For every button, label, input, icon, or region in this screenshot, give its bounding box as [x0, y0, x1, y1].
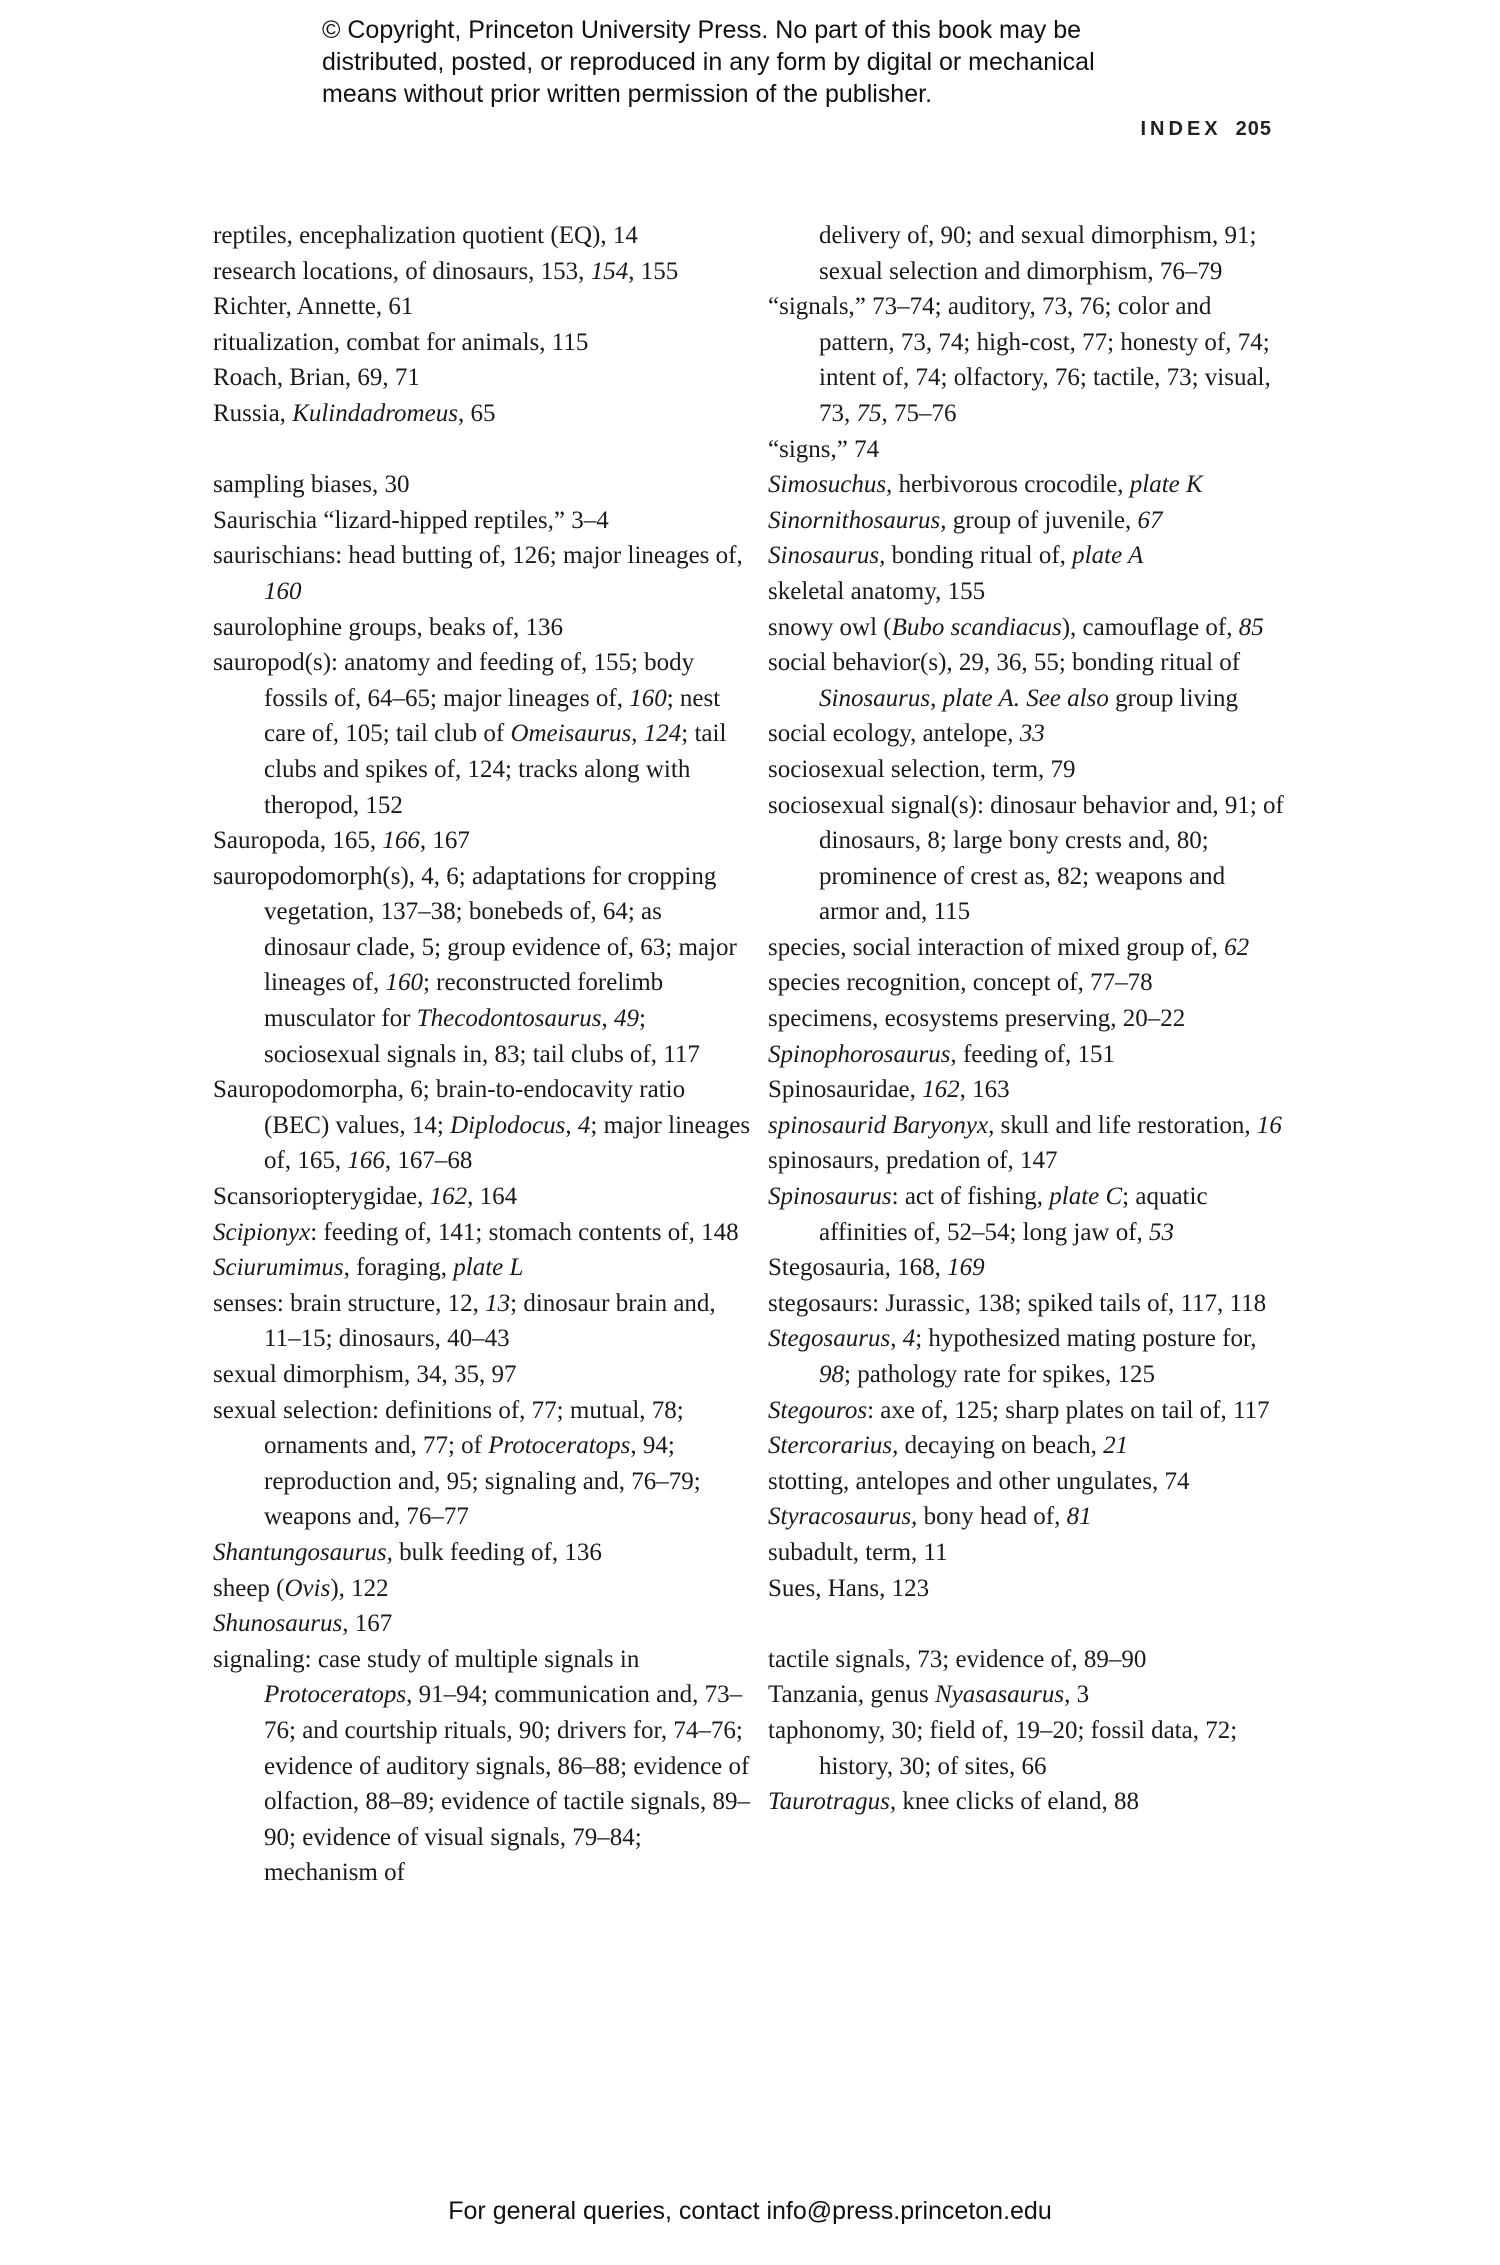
index-entry — [213, 1571, 753, 1607]
index-entry-text: bony head of, — [917, 1503, 1067, 1531]
index-entry-italic: 162 — [429, 1183, 468, 1211]
index-entry-text: , 91–94; communication and, 73–76; and courtship rituals, 90; drivers for, 74–76; evidence of auditory signals, 86–88; evidence of olfaction, 88–89; evidence of tactile signals, 89–90; evidence of visual signals, 79–84; mechanism of — [264, 1681, 750, 1887]
index-entry — [768, 1072, 1288, 1108]
index-entry-text: saurolophine groups, beaks of, 136 — [213, 613, 563, 641]
index-entry — [768, 574, 1288, 610]
index-entry-italic: Sciurumimus — [213, 1254, 344, 1282]
index-entry-text: signaling: case study of multiple signals in — [213, 1645, 640, 1673]
index-entry-text: ; nest care of, 105; tail club of — [264, 684, 721, 748]
index-entry-text: bulk feeding of, 136 — [392, 1538, 602, 1566]
index-entry — [768, 1677, 1288, 1713]
index-entry-text: social behavior(s), 29, 36, 55; bonding ritual of — [768, 649, 1241, 677]
index-entry — [768, 1535, 1288, 1571]
index-entry-italic: Sinosaurus — [819, 684, 931, 712]
index-entry-italic: Simosuchus, — [768, 471, 893, 499]
index-entry — [768, 645, 1288, 716]
index-entry-italic: Stegosaurus — [768, 1325, 891, 1353]
index-entry-text: ), camouflage of, — [1061, 613, 1239, 641]
index-entry-italic: 169 — [947, 1254, 985, 1282]
index-entry-text: , 155 — [628, 257, 679, 285]
index-entry — [213, 1179, 753, 1215]
index-entry-text: , 167 — [419, 827, 470, 855]
index-entry-text: skull and life restoration, — [994, 1111, 1257, 1139]
index-entry-italic: 13 — [485, 1289, 511, 1317]
index-entry — [768, 1037, 1288, 1073]
running-head-label: INDEX — [1140, 118, 1222, 140]
index-entry-italic: 98 — [819, 1361, 844, 1388]
index-entry-text: skeletal anatomy, 155 — [768, 577, 986, 605]
index-entry-text: “signs,” 74 — [768, 435, 880, 463]
index-entry-italic: 16 — [1256, 1111, 1282, 1139]
index-entry-text: , 3 — [1064, 1681, 1090, 1709]
index-entry-text: Sauropodomorpha, 6; brain-to-endocavity ratio (BEC) values, 14; — [213, 1076, 686, 1139]
index-entry-text: ), 122 — [330, 1574, 389, 1602]
index-entry-italic: 33 — [1019, 720, 1045, 748]
index-entry-text: species recognition, concept of, 77–78 — [768, 969, 1153, 997]
index-entry-italic: Nyasasaurus — [934, 1681, 1065, 1709]
index-entry-text: sociosexual signal(s): dinosaur behavior and, 91; of dinosaurs, 8; large bony crests and, 80; prominence of crest as, 82; weapons and armor and, 115 — [768, 791, 1284, 926]
index-entry-text: , — [565, 1111, 578, 1139]
index-entry-italic: Sinosaurus, — [768, 542, 886, 570]
index-entry-text: , — [601, 1005, 614, 1033]
letter-group-gap — [213, 432, 753, 468]
index-entry-italic: 67 — [1137, 506, 1163, 534]
index-entry-text: Saurischia “lizard-hipped reptiles,” 3–4 — [213, 506, 609, 534]
index-entry-text: sexual selection: definitions of, 77; mutual, 78; ornaments and, 77; of — [213, 1396, 684, 1460]
index-entry-text: , 164 — [467, 1183, 518, 1211]
index-entry — [768, 716, 1288, 752]
index-entry — [768, 788, 1288, 930]
index-entry-text: : axe of, 125; sharp plates on tail of, 117 — [867, 1396, 1270, 1424]
index-entry — [768, 1571, 1288, 1607]
index-entry — [768, 503, 1288, 539]
index-entry-text: Spinosauridae, — [768, 1076, 923, 1104]
index-entry-italic: Spinosaurus — [768, 1183, 892, 1211]
index-entry-italic: plate C — [1049, 1183, 1123, 1211]
index-entry — [768, 1001, 1288, 1037]
index-entry-italic: Sinornithosaurus, — [768, 506, 947, 534]
index-entry-text: research locations, of dinosaurs, 153, — [213, 257, 591, 285]
index-column-left — [213, 218, 753, 1891]
index-column-right — [768, 218, 1288, 1820]
index-entry-text: ; reconstructed forelimb musculator for — [264, 969, 664, 1033]
index-entry-italic: 49 — [613, 1005, 639, 1033]
index-entry-italic: Scipionyx — [213, 1218, 311, 1246]
index-entry — [213, 289, 753, 325]
index-entry-italic: spinosaurid Baryonyx, — [768, 1111, 995, 1139]
index-entry-text: Russia, — [213, 399, 293, 427]
index-entry-text: feeding of, 151 — [956, 1040, 1115, 1068]
index-entry-text: spinosaurs, predation of, 147 — [768, 1147, 1058, 1175]
index-entry-text: ritualization, combat for animals, 115 — [213, 328, 589, 356]
index-entry-italic: 154 — [590, 257, 629, 285]
copyright-line: means without prior written permission of the publisher. — [322, 80, 933, 108]
index-entry-italic: 166 — [347, 1147, 385, 1175]
index-entry-text: , — [890, 1325, 903, 1353]
index-entry-text: , — [930, 684, 943, 712]
index-entry-text: ; pathology rate for spikes, 125 — [844, 1361, 1156, 1388]
index-entry-text: bonding ritual of, — [885, 542, 1073, 570]
running-head — [1141, 118, 1273, 141]
index-entry — [768, 1108, 1288, 1144]
index-entry — [213, 1357, 753, 1393]
index-entry-text: ; dinosaur brain and, 11–15; dinosaurs, 40–43 — [264, 1289, 716, 1353]
index-entry — [213, 1286, 753, 1357]
index-entry-italic: Bubo scandiacus — [891, 613, 1062, 641]
index-entry — [213, 610, 753, 646]
index-entry-text: sampling biases, 30 — [213, 471, 410, 499]
index-entry — [213, 254, 753, 290]
copyright-line: distributed, posted, or reproduced in any form by digital or mechanical — [322, 48, 1095, 76]
page-number: 205 — [1235, 118, 1272, 140]
index-entry-text: reptiles, encephalization quotient (EQ), 14 — [213, 222, 638, 249]
index-entry-text: ; hypothesized mating posture for, — [915, 1325, 1257, 1353]
index-entry-italic: Protoceratops — [488, 1432, 631, 1460]
index-entry — [768, 752, 1288, 788]
index-entry — [213, 1535, 753, 1571]
index-entry-text: , foraging, — [343, 1254, 454, 1282]
index-entry-text: , 163 — [959, 1076, 1010, 1104]
index-entry — [213, 859, 753, 1073]
index-entry-italic: 160 — [629, 684, 667, 712]
index-entry-italic: 4 — [577, 1111, 591, 1139]
index-entry-italic: plate A. See also — [942, 684, 1109, 712]
index-entry-text: Roach, Brian, 69, 71 — [213, 364, 420, 392]
index-entry — [768, 965, 1288, 1001]
index-entry-text: knee clicks of eland, 88 — [896, 1788, 1140, 1816]
index-entry — [213, 503, 753, 539]
index-entry-text: , 167 — [342, 1610, 393, 1638]
index-entry-italic: 21 — [1103, 1432, 1129, 1460]
index-entry-text: saurischians: head butting of, 126; major lineages of, — [213, 542, 743, 570]
index-entry — [768, 1321, 1288, 1392]
index-entry-text: social ecology, antelope, — [768, 720, 1020, 748]
index-entry-text: species, social interaction of mixed group of, — [768, 933, 1225, 961]
index-entry-italic: Kulindadromeus — [292, 399, 458, 427]
index-entry — [768, 1784, 1288, 1820]
index-entry — [213, 538, 753, 609]
index-entry — [213, 1215, 753, 1251]
index-entry — [213, 1642, 753, 1891]
index-entry — [768, 1143, 1288, 1179]
index-entry-italic: Stegouros — [768, 1396, 868, 1424]
index-entry — [213, 1393, 753, 1535]
index-entry-italic: plate A — [1072, 542, 1144, 570]
index-entry-text: decaying on beach, — [898, 1432, 1104, 1460]
index-entry-text: group of juvenile, — [946, 506, 1138, 534]
index-entry-text: Richter, Annette, 61 — [213, 293, 414, 321]
index-entry-text: group living — [1108, 684, 1238, 712]
index-entry — [768, 1464, 1288, 1500]
footer-contact: For general queries, contact info@press.princeton.edu — [448, 2197, 1052, 2225]
index-entry — [213, 1072, 753, 1179]
index-entry — [768, 1428, 1288, 1464]
index-entry-text: : act of fishing, — [891, 1183, 1050, 1211]
index-entry-text: specimens, ecosystems preserving, 20–22 — [768, 1005, 1186, 1033]
index-entry — [768, 1642, 1288, 1678]
index-entry — [768, 432, 1288, 468]
index-entry — [768, 930, 1288, 966]
index-entry-italic: Omeisaurus — [510, 720, 632, 748]
index-entry-text: tactile signals, 73; evidence of, 89–90 — [768, 1645, 1147, 1673]
index-entry-text: snowy owl ( — [768, 613, 892, 641]
index-entry — [768, 1250, 1288, 1286]
index-entry — [213, 360, 753, 396]
index-entry-italic: 160 — [385, 969, 423, 997]
index-entry-italic: 162 — [922, 1076, 960, 1104]
index-entry — [768, 1179, 1288, 1250]
index-entry — [213, 325, 753, 361]
copyright-line: © Copyright, Princeton University Press. No part of this book may be — [322, 16, 1082, 44]
index-entry-italic: 53 — [1149, 1218, 1175, 1246]
index-entry-italic: Taurotragus, — [768, 1788, 897, 1816]
index-entry-text: “signals,” 73–74; auditory, 73, 76; color and pattern, 73, 74; high-cost, 77; honesty of, 74; intent of, 74; olfactory, 76; tactile, 73; visual, 73, — [768, 293, 1271, 427]
index-entry-italic: plate L — [453, 1254, 524, 1282]
index-entry-text: ; sociosexual signals in, 83; tail clubs of, 117 — [264, 1005, 700, 1068]
index-entry — [213, 218, 753, 254]
index-entry-text: sexual dimorphism, 34, 35, 97 — [213, 1361, 517, 1388]
index-entry-text: Scansoriopterygidae, — [213, 1183, 430, 1211]
index-entry-continuation — [768, 218, 1288, 289]
index-entry-text: : feeding of, 141; stomach contents of, 148 — [310, 1218, 739, 1246]
index-entry-italic: Thecodontosaurus — [416, 1005, 602, 1033]
index-entry-text: herbivorous crocodile, — [892, 471, 1130, 499]
index-entry-italic: plate K — [1129, 471, 1203, 499]
index-entry-text: ; aquatic affinities of, 52–54; long jaw of, — [819, 1183, 1208, 1246]
index-entry — [768, 538, 1288, 574]
index-entry — [768, 1286, 1288, 1322]
index-entry — [213, 645, 753, 823]
index-entry-text: stotting, antelopes and other ungulates, 74 — [768, 1467, 1190, 1495]
index-entry-italic: 81 — [1066, 1503, 1092, 1531]
index-entry-text: senses: brain structure, 12, — [213, 1289, 486, 1317]
index-entry-italic: Diplodocus — [450, 1111, 566, 1139]
index-entry-text: taphonomy, 30; field of, 19–20; fossil data, 72; history, 30; of sites, 66 — [768, 1716, 1238, 1780]
index-entry-text: Tanzania, genus — [768, 1681, 935, 1709]
index-entry-text: , 65 — [457, 399, 496, 427]
index-entry-italic: Styracosaurus, — [768, 1503, 918, 1531]
index-entry — [768, 610, 1288, 646]
index-entry-text: Sues, Hans, 123 — [768, 1574, 930, 1602]
index-entry — [768, 289, 1288, 431]
index-entry-italic: 4 — [902, 1325, 916, 1353]
index-entry-italic: 166 — [382, 827, 420, 855]
index-entry-text: sauropod(s): anatomy and feeding of, 155; body fossils of, 64–65; major lineages of, — [213, 649, 695, 712]
index-entry-text: , 75–76 — [881, 399, 957, 427]
index-entry — [768, 467, 1288, 503]
index-entry-text: Sauropoda, 165, — [213, 827, 383, 855]
index-entry-italic: Shantungosaurus, — [213, 1538, 393, 1566]
index-entry-italic: 124 — [643, 720, 682, 748]
index-entry-text: , — [631, 720, 644, 748]
index-entry-italic: 62 — [1224, 933, 1250, 961]
index-entry-text: , 94; reproduction and, 95; signaling and, 76–79; weapons and, 76–77 — [264, 1432, 701, 1531]
index-entry-italic: Ovis — [284, 1574, 331, 1602]
index-entry — [768, 1713, 1288, 1784]
letter-group-gap — [768, 1606, 1288, 1642]
index-entry-text: subadult, term, 11 — [768, 1538, 948, 1566]
index-entry-text: Stegosauria, 168, — [768, 1254, 948, 1282]
index-entry — [213, 396, 753, 432]
index-entry-italic: 75 — [856, 399, 882, 427]
index-entry-italic: Protoceratops — [264, 1681, 407, 1709]
index-entry — [213, 467, 753, 503]
index-entry-text: sheep ( — [213, 1574, 285, 1602]
index-entry-text: ; major lineages of, 165, — [264, 1111, 751, 1175]
index-entry-italic: 85 — [1238, 613, 1264, 641]
index-entry — [213, 1606, 753, 1642]
index-entry-italic: 160 — [264, 577, 302, 605]
index-entry-text: , 167–68 — [384, 1147, 473, 1175]
index-entry — [768, 1393, 1288, 1429]
index-entry-text: delivery of, 90; and sexual dimorphism, 91; sexual selection and dimorphism, 76–79 — [819, 222, 1257, 285]
index-entry — [213, 823, 753, 859]
index-entry-italic: Spinophorosaurus, — [768, 1040, 957, 1068]
index-entry-text: ; tail clubs and spikes of, 124; tracks along with theropod, 152 — [264, 720, 727, 819]
index-entry-italic: Stercorarius, — [768, 1432, 899, 1460]
index-entry-text: stegosaurs: Jurassic, 138; spiked tails of, 117, 118 — [768, 1289, 1267, 1317]
index-entry-italic: Shunosaurus — [213, 1610, 343, 1638]
copyright-notice — [322, 14, 1222, 110]
index-entry — [213, 1250, 753, 1286]
index-entry — [768, 1499, 1288, 1535]
index-entry-text: sauropodomorph(s), 4, 6; adaptations for cropping vegetation, 137–38; bonebeds of, 64; as dinosaur clade, 5; group evidence of, 63; major lineages of, — [213, 862, 737, 997]
index-entry-text: sociosexual selection, term, 79 — [768, 755, 1076, 783]
